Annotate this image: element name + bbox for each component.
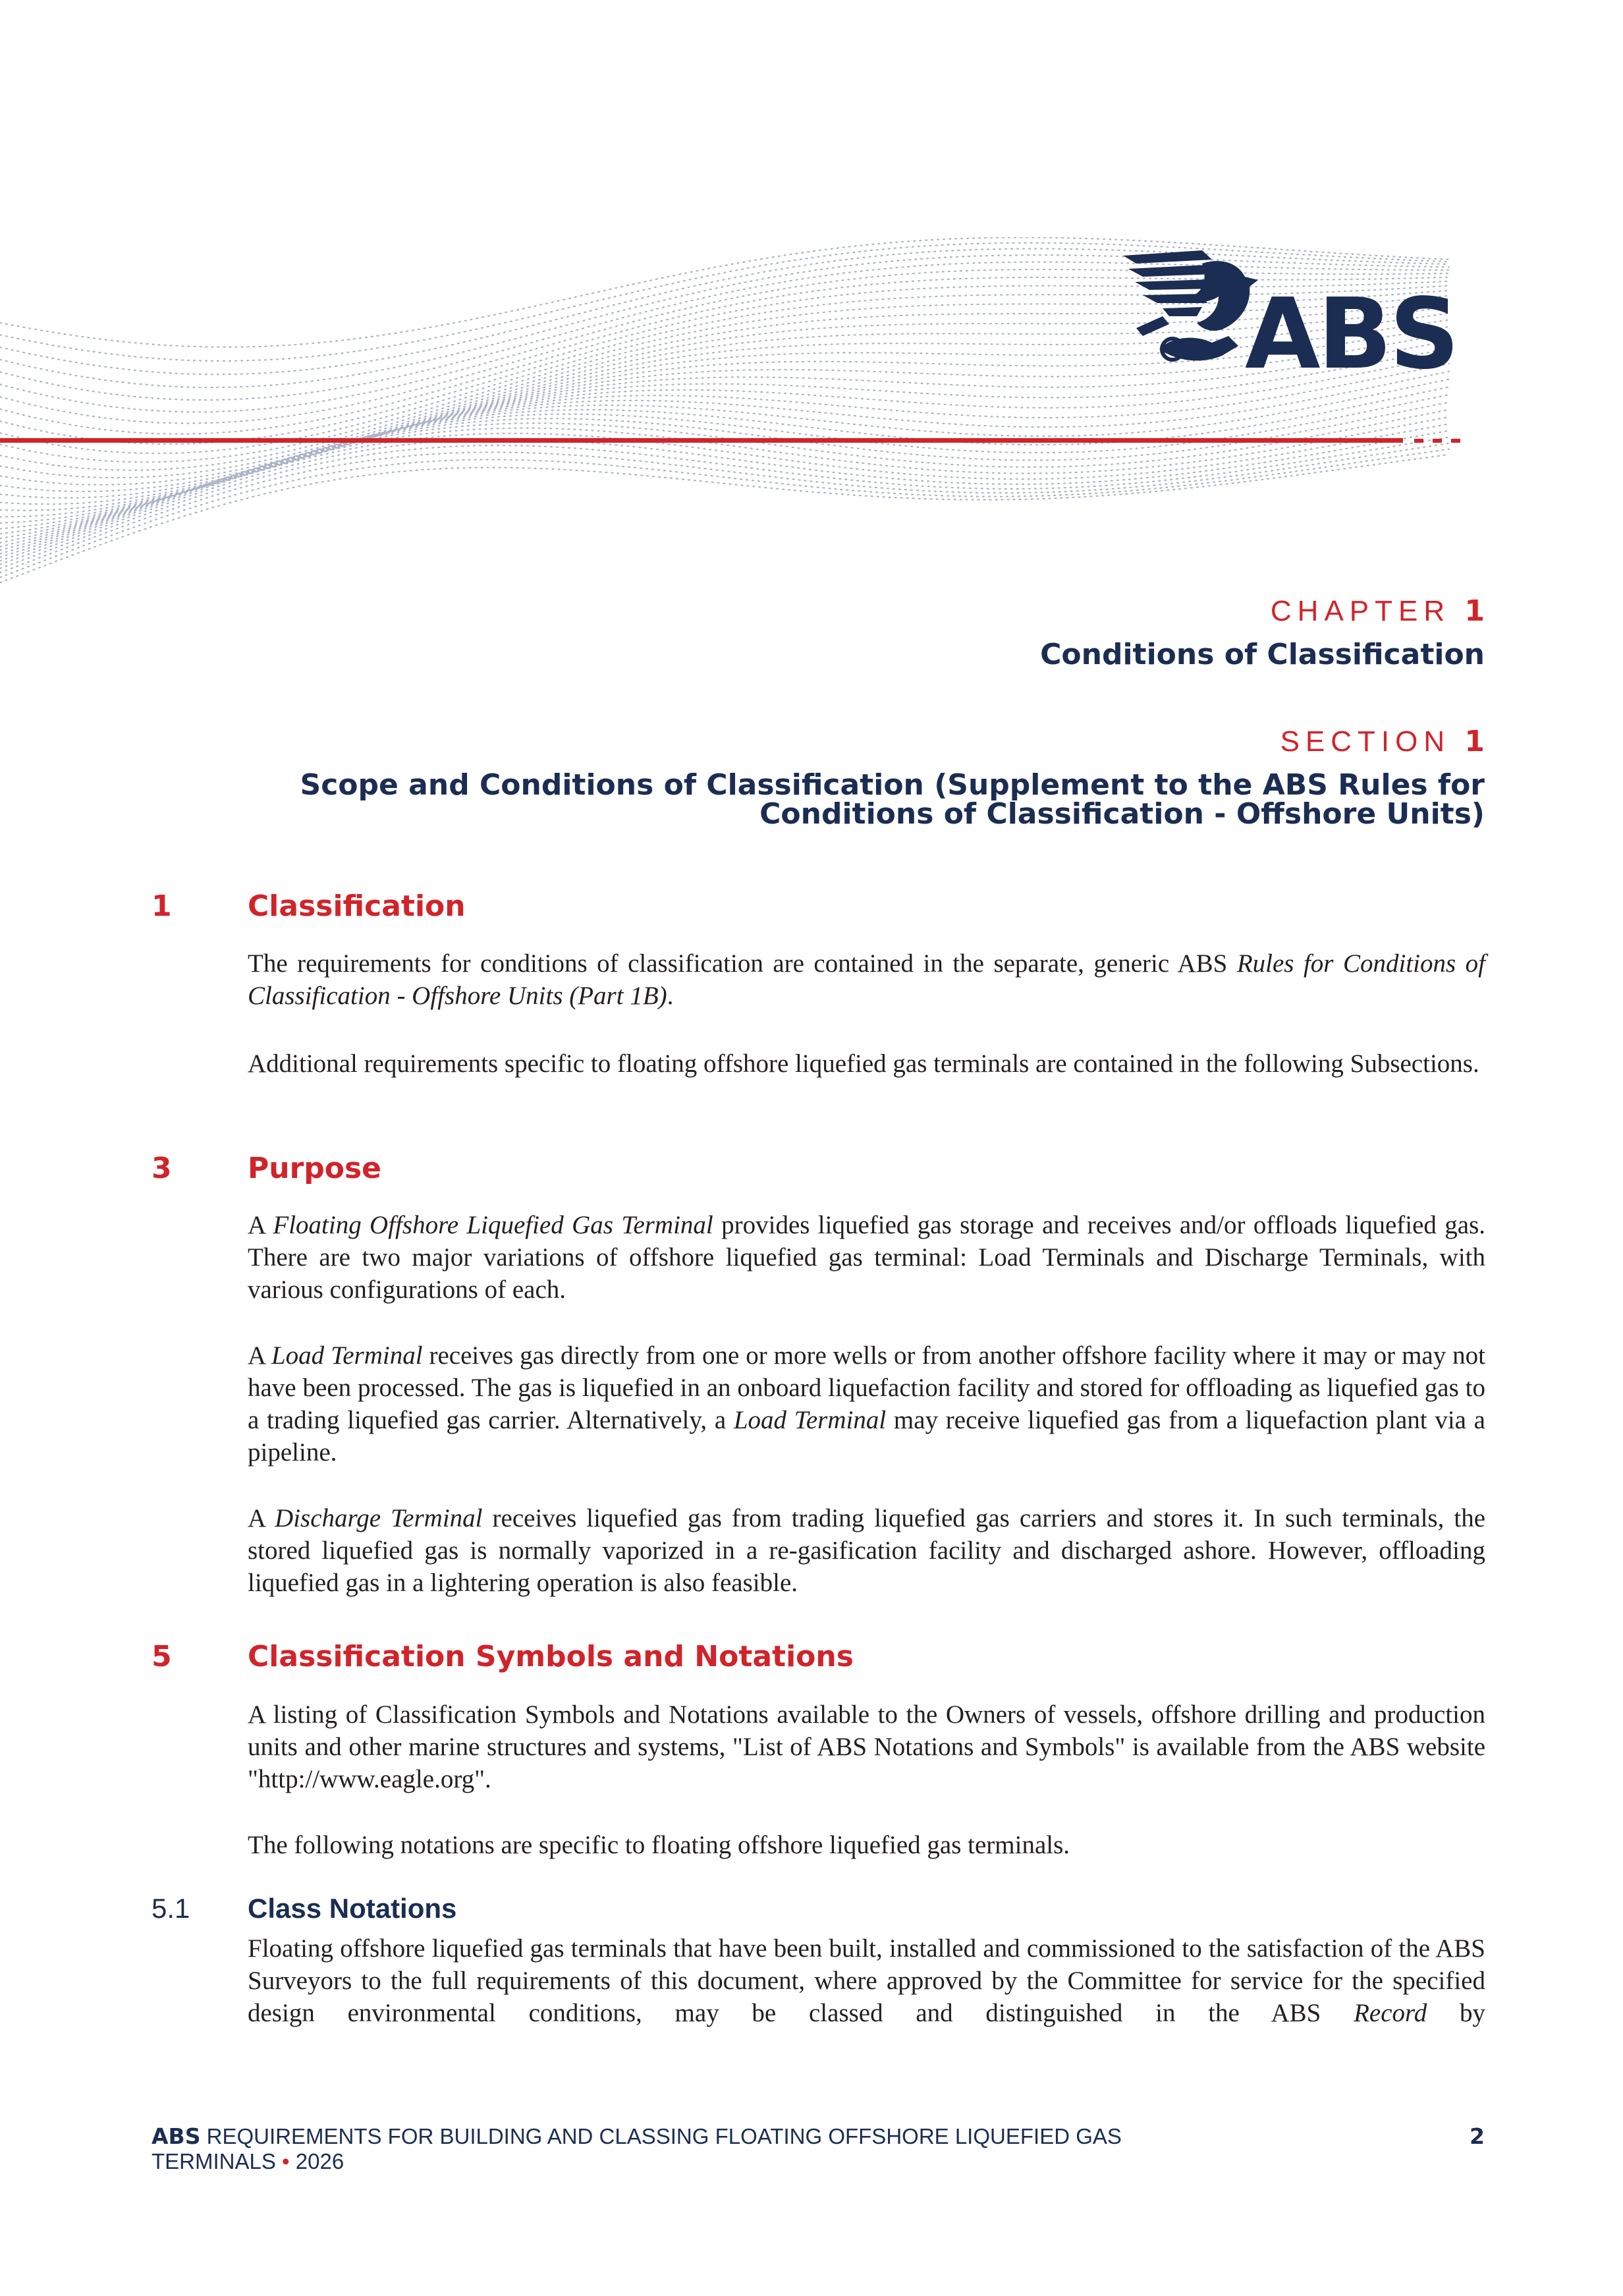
footer-brand: ABS bbox=[151, 2123, 201, 2149]
section-1-heading: Classification bbox=[248, 889, 466, 923]
wave-dot-line bbox=[0, 372, 1449, 534]
subsection-5-1-number: 5.1 bbox=[151, 1893, 190, 1924]
section-3-paragraph-2: A Load Terminal receives gas directly from one or more wells or from another offshore facility where it may or may not have been processed. The gas is liquefied in an onboard liquefaction facility and stored for offloading as liquefied gas to a trading liquefied gas carrier. Alternatively, a Load Terminal may receive liquefied gas from a liquefaction plant via a pipeline. bbox=[248, 1341, 1485, 1467]
wave-dot-line bbox=[0, 443, 1449, 573]
section-number: 1 bbox=[1464, 725, 1485, 758]
section-3-paragraph-1: A Floating Offshore Liquefied Gas Terminal provides liquefied gas storage and receives and/or offloads liquefied gas. There are two major variations of offshore liquefied gas terminal: Load Terminals and Discharge Terminals, with various configurations of each. bbox=[248, 1211, 1485, 1304]
section-3-number: 3 bbox=[151, 1152, 172, 1185]
wave-dot-line bbox=[0, 424, 1449, 561]
wave-dot-line bbox=[0, 379, 1449, 539]
section-1-paragraph-2: Additional requirements specific to floating offshore liquefied gas terminals are contained in the following Subsections. bbox=[248, 1050, 1479, 1078]
chapter-label: CHAPTER 1 bbox=[1270, 594, 1485, 628]
logo-wordmark: ABS bbox=[1245, 277, 1457, 391]
footer-bullet: • bbox=[275, 2149, 296, 2173]
header-red-rule bbox=[0, 438, 1403, 443]
footer-year: 2026 bbox=[295, 2149, 344, 2173]
wave-dot-line bbox=[0, 437, 1449, 568]
section-5-heading: Classification Symbols and Notations bbox=[248, 1640, 854, 1673]
section-1-paragraph-1: The requirements for conditions of classification are contained in the separate, generic ABS Rules for Conditions of Classification - Offshore Units (Part 1B). bbox=[248, 949, 1485, 1010]
header-red-dash bbox=[1451, 439, 1460, 443]
header-red-dash bbox=[1433, 439, 1442, 443]
section-5-number: 5 bbox=[151, 1640, 172, 1673]
wave-dot-line bbox=[0, 455, 1449, 582]
section-1-number: 1 bbox=[151, 889, 172, 923]
subsection-5-1-paragraph: Floating offshore liquefied gas terminals that have been built, installed and commissioned to the satisfaction of the ABS Surveyors to the full requirements of this document, where approved by the Committee for service for the specified design environmental conditions, may be classed and distinguished in the ABS Record by bbox=[248, 1934, 1486, 2027]
wave-dot-line bbox=[0, 449, 1449, 578]
section-5-paragraph-1: A listing of Classification Symbols and Notations available to the Owners of vessels, offshore drilling and production units and other marine structures and systems, "List of ABS Notations and Symbols" is available from the ABS website "http://www.eagle.org". bbox=[248, 1700, 1485, 1793]
page-number: 2 bbox=[1470, 2123, 1485, 2149]
chapter-title: Conditions of Classification bbox=[1040, 638, 1485, 671]
header-red-dash bbox=[1414, 439, 1423, 443]
section-3-heading: Purpose bbox=[248, 1152, 382, 1185]
page-footer: ABS REQUIREMENTS FOR BUILDING AND CLASSING FLOATING OFFSHORE LIQUEFIED GAS TERMINALS • 2026 bbox=[151, 2123, 1122, 2173]
section-3-paragraph-3: A Discharge Terminal receives liquefied gas from trading liquefied gas carriers and stores it. In such terminals, the stored liquefied gas is normally vaporized in a re-gasification facility and discharged ashore. However, offloading liquefied gas in a lightering operation is also feasible. bbox=[248, 1504, 1486, 1597]
subsection-5-1-heading: Class Notations bbox=[248, 1893, 457, 1924]
section-title: Scope and Conditions of Classification (Supplement to the ABS Rules for Conditions of Classification - Offshore Units) bbox=[300, 768, 1485, 831]
chapter-number: 1 bbox=[1464, 594, 1485, 628]
abs-eagle-logo bbox=[1123, 250, 1479, 395]
section-5-paragraph-2: The following notations are specific to floating offshore liquefied gas terminals. bbox=[248, 1831, 1070, 1859]
section-label: SECTION 1 bbox=[1280, 725, 1485, 758]
